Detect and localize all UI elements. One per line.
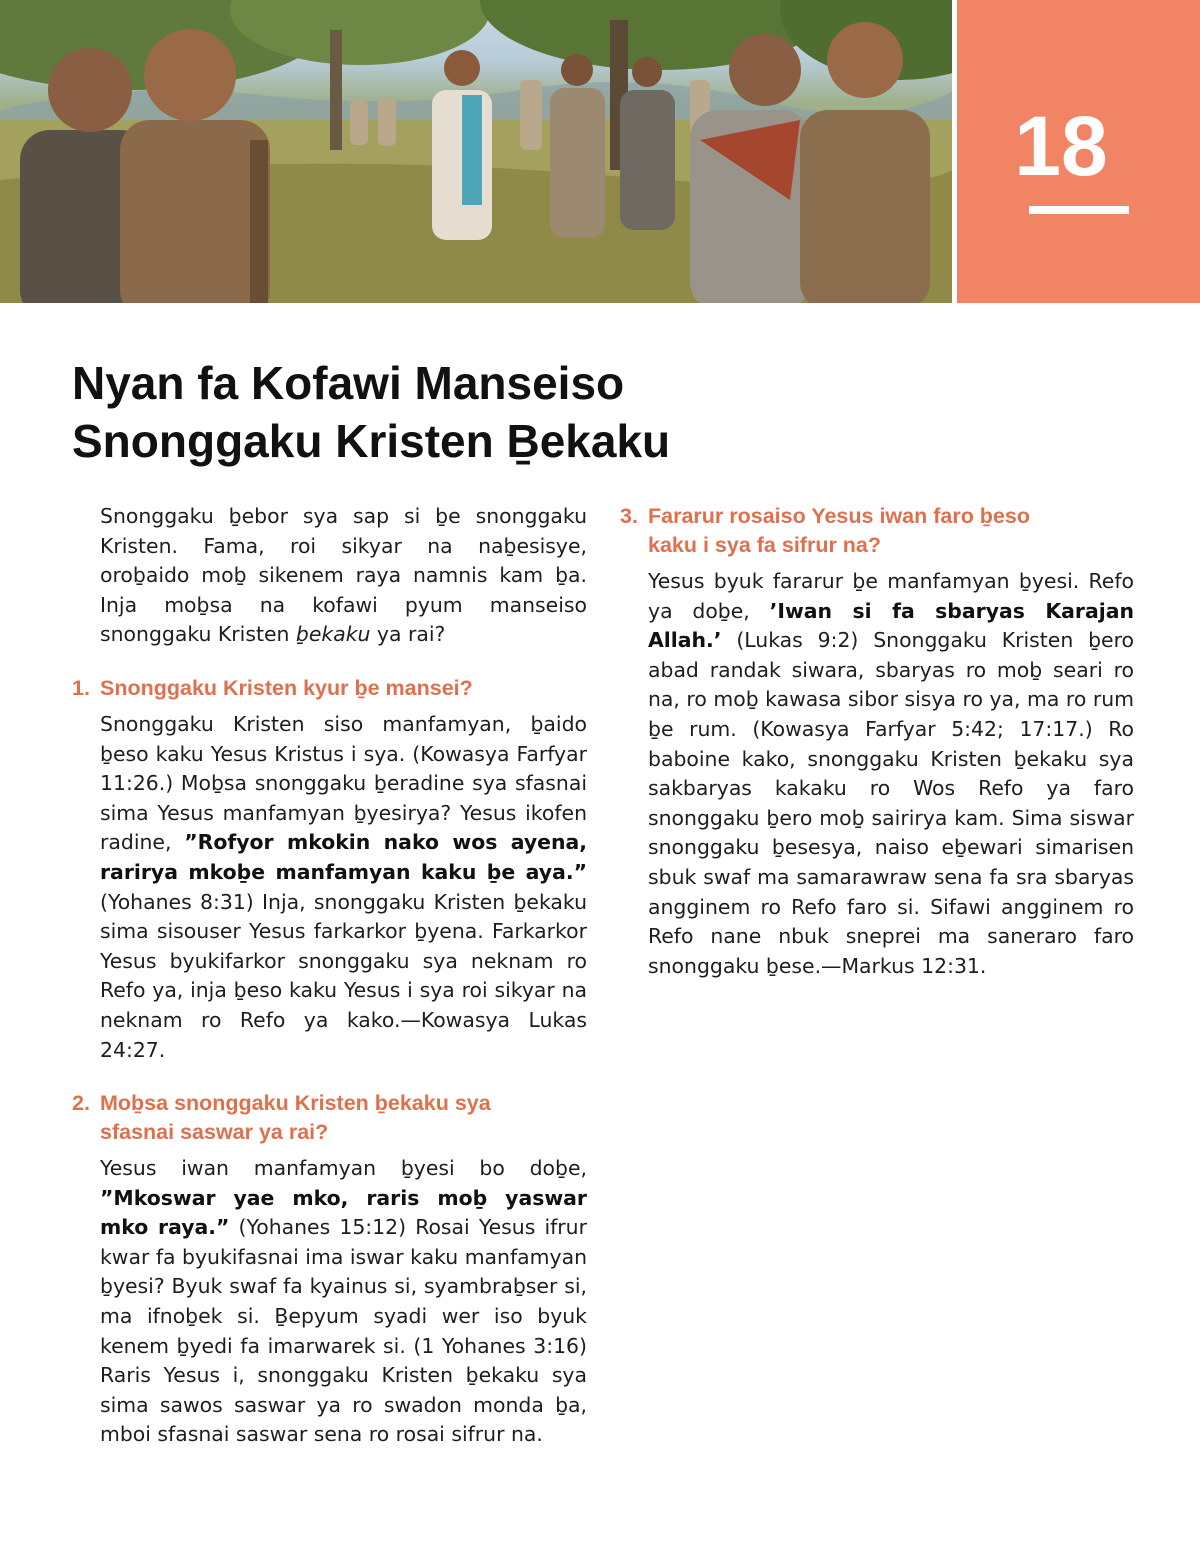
section-2-text-2: (Yohanes 15:12) Rosai Yesus ifrur kwar fa byukifasnai ima iswar kaku manfamyan ḇyesi? Byuk swaf fa kyainus si, syambraḇser si, ma ifnoḇek si. Ḇepyum syadi wer iso byuk kenem ḇyedi fa imarwarek si. (1 Yohanes 3:16) Raris Yesus i, snonggaku Kristen ḇekaku sya sima sawos saswar ya ro swadon monda ḇa, mboi sfasnai saswar sena ro rosai sifrur na. bbox=[100, 1215, 587, 1447]
section-1-paragraph bbox=[72, 710, 587, 1065]
chapter-underline bbox=[1029, 206, 1129, 214]
section-2-question: Moḇsa snonggaku Kristen ḇekaku sya sfasnai saswar ya rai? bbox=[100, 1091, 491, 1145]
section-2-number: 2. bbox=[72, 1091, 90, 1116]
intro-italic: ḇekaku bbox=[295, 622, 371, 647]
chapter-number: 18 bbox=[1014, 99, 1108, 193]
left-column bbox=[72, 502, 587, 1450]
section-3-number: 3. bbox=[620, 504, 638, 528]
title-line-2: Snonggaku Kristen Ḇekaku bbox=[72, 415, 671, 467]
right-column bbox=[620, 502, 1134, 981]
section-1-text-1: Snonggaku Kristen siso manfamyan, ḇaido ḇeso kaku Yesus Kristus i sya. (Kowasya Farfyar 11:26.) Moḇsa snonggaku ḇeradine sya sfasnai sima Yesus manfamyan ḇyesirya? Yesus ikofen radine, bbox=[100, 711, 587, 855]
section-2-quote: ”Mkoswar yae mko, raris moḇ yaswar mko raya.” bbox=[100, 1185, 587, 1240]
intro-text-1: Snonggaku ḇebor sya sap si ḇe snonggaku Kristen. Fama, roi sikyar na naḇesisye, oroḇaido moḇ sikenem raya namnis kam ḇa. Inja moḇsa na kofawi pyum manseiso snonggaku Kristen bbox=[100, 504, 587, 647]
intro-paragraph bbox=[72, 502, 587, 650]
section-1-number: 1. bbox=[72, 675, 90, 700]
page-title bbox=[72, 354, 832, 470]
section-3-text-1: Yesus byuk fararur ḇe manfamyan ḇyesi. Refo ya doḇe, bbox=[648, 569, 1134, 623]
section-2-heading bbox=[72, 1089, 587, 1147]
section-3-question: Fararur rosaiso Yesus iwan faro ḇeso kaku i sya fa sifrur na? bbox=[648, 504, 1030, 557]
section-1-question: Snonggaku Kristen kyur ḇe mansei? bbox=[100, 675, 473, 700]
section-2-text-1: Yesus iwan manfamyan ḇyesi bo doḇe, bbox=[100, 1156, 587, 1181]
section-3-quote: ’Iwan si fa sbaryas Karajan Allah.’ bbox=[648, 598, 1134, 653]
section-3-paragraph bbox=[620, 567, 1134, 981]
section-1-quote: ”Rofyor mkokin nako wos ayena, rarirya mkoḇe manfamyan kaku ḇe aya.” bbox=[100, 830, 588, 884]
section-2-paragraph bbox=[72, 1154, 587, 1450]
chapter-badge bbox=[957, 0, 1200, 303]
section-1-heading bbox=[72, 674, 587, 703]
illustration-disciples-walking-icon bbox=[0, 0, 952, 303]
header-banner bbox=[0, 0, 1200, 303]
intro-text-2: ya rai? bbox=[370, 622, 446, 647]
section-1-text-2: (Yohanes 8:31) Inja, snonggaku Kristen ḇekaku sima sisouser Yesus farkarkor ḇyena. Farkarkor Yesus byukifarkor snonggaku sya neknam ro Refo ya, inja ḇeso kaku Yesus i sya roi sikyar na neknam ro Refo ya kako.—Kowasya Lukas 24:27. bbox=[100, 889, 587, 1062]
header-photo bbox=[0, 0, 952, 303]
section-3-heading bbox=[620, 502, 1134, 560]
section-3-text-2: (Lukas 9:2) Snonggaku Kristen ḇero abad randak siwara, sbaryas ro moḇ seari ro na, ro moḇ kawasa sibor sisya ro ya, ma ro rum ḇe rum. (Kowasya Farfyar 5:42; 17:17.) Ro baboine kako, snonggaku Kristen ḇekaku sya sakbaryas kakaku ro Wos Refo ya faro snonggaku ḇero moḇ sairirya kam. Sima siswar snonggaku ḇesesya, naiso eḇewari simarisen sbuk swaf ma samarawraw sena fa sra sbaryas angginem ro Refo faro si. Sifawi angginem ro Refo nane nbuk sneprei ma saneraro faro snonggaku ḇese.—Markus 12:31. bbox=[648, 628, 1134, 978]
title-line-1: Nyan fa Kofawi Manseiso bbox=[72, 357, 625, 409]
